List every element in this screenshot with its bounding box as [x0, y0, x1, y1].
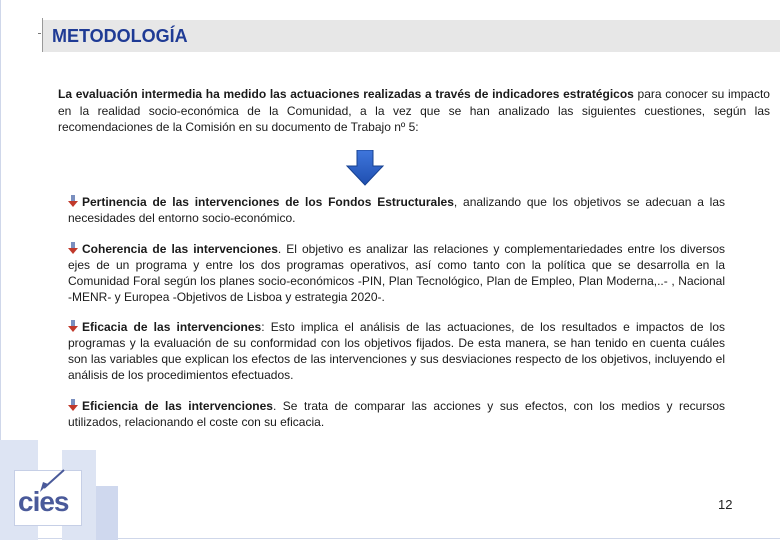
bullet-arrow-icon: [68, 320, 78, 332]
intro-bold: La evaluación intermedia ha medido las actuaciones realizadas a través de indicadores estratégicos: [58, 87, 634, 101]
item-title: Eficiencia de las intervenciones: [82, 399, 273, 413]
list-item-coherencia: [68, 241, 725, 305]
intro-paragraph: [58, 86, 770, 136]
intro-text: para conocer su impacto en la realidad socio-económica de la Comunidad, a la vez que se han analizado las siguientes cuestiones, según las recomendaciones de la Comisión en su documento de Trabajo nº 5:: [58, 87, 770, 134]
page-number: 12: [718, 497, 733, 512]
list-item-pertinencia: [68, 194, 725, 226]
header-divider: [42, 18, 43, 52]
header-tick: [38, 33, 41, 34]
list-item-eficacia: [68, 319, 725, 383]
item-text: . El objetivo es analizar las relaciones y complementariedades entre los diversos ejes de un programa y entre los dos programas operativos, así como tanto con la política que se desarrolla en la Comunidad Foral según los planes socio-económicos -PIN, Plan Tecnológico, Plan de Empleo, Plan Moderna,..- , Nacional -MENR- y Europea -Objetivos de Lisboa y estrategia 2020-.: [68, 242, 725, 304]
bullet-arrow-icon: [68, 242, 78, 254]
item-title: Coherencia de las intervenciones: [82, 242, 278, 256]
item-text: . Se trata de comparar las acciones y sus efectos, con los medios y recursos utilizados, relacionando el coste con su eficacia.: [68, 399, 725, 429]
bullet-arrow-icon: [68, 195, 78, 207]
down-arrow-icon: [345, 150, 385, 186]
decorative-block: [96, 486, 118, 540]
item-title: Pertinencia de las intervenciones de los Fondos Estructurales: [82, 195, 454, 209]
list-item-eficiencia: [68, 398, 725, 430]
item-title: Eficacia de las intervenciones: [82, 320, 262, 334]
bullet-arrow-icon: [68, 399, 78, 411]
item-text: , analizando que los objetivos se adecuan a las necesidades del entorno socio-económico.: [68, 195, 726, 225]
item-text: : Esto implica el análisis de las actuaciones, de los resultados e impactos de los programas y la evaluación de su conformidad con los objetivos fijados. De esta manera, se han tenido en cuenta cuáles son las variables que explican los efectos de las intervenciones y sus desviaciones respecto de los objetivos, incluyendo el análisis de los procedimientos efectuados.: [68, 320, 726, 382]
page-title: METODOLOGÍA: [52, 26, 188, 46]
cies-logo: cies: [18, 486, 69, 517]
